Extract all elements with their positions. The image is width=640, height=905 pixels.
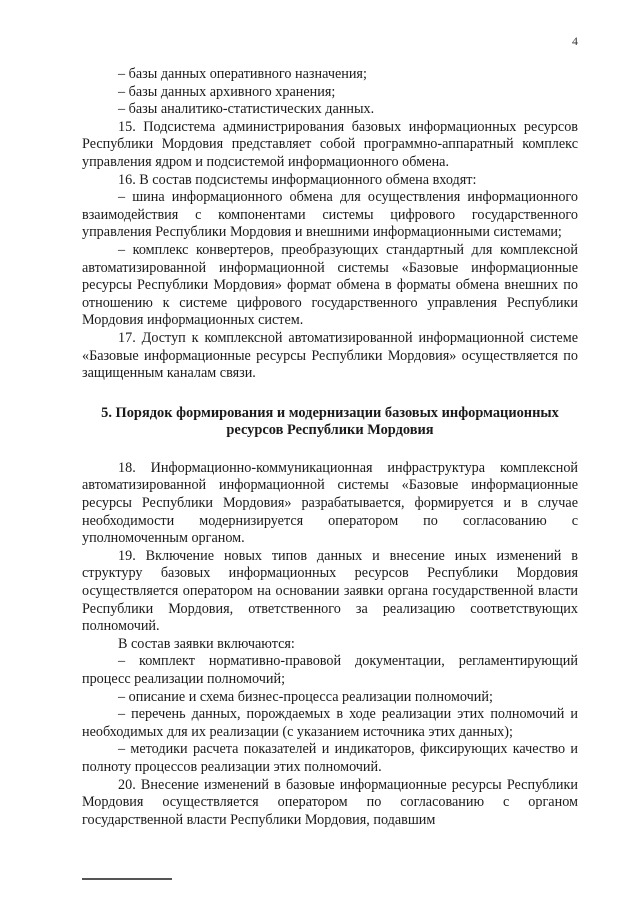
list-item-business-process: – описание и схема бизнес-процесса реализации полномочий; [118, 688, 493, 705]
document-body [82, 66, 578, 829]
page-number: 4 [572, 34, 578, 48]
paragraph-20: 20. Внесение изменений в базовые информационные ресурсы Республики Мордовия осуществляется оператором по согласованию с органом государственной власти Республики Мордовия, подавшим [82, 776, 578, 828]
paragraph-15: 15. Подсистема администрирования базовых информационных ресурсов Республики Мордовия представляет собой программно-аппаратный комплекс управления ядром и подсистемой информационного обмена. [82, 118, 578, 170]
list-item-operational-db: – базы данных оперативного назначения; [118, 66, 367, 82]
list-item-legal-docs: – комплект нормативно-правовой документации, регламентирующий процесс реализации полномочий; [82, 653, 578, 687]
list-item-bus: – шина информационного обмена для осуществления информационного взаимодействия с компонентами системы цифрового государственного управления Республики Мордовия и внешними информационными системами; [82, 189, 578, 241]
paragraph-16: 16. В состав подсистемы информационного обмена входят: [118, 171, 477, 188]
list-item-data-list: – перечень данных, порождаемых в ходе реализации этих полномочий и необходимых для их реализации (с указанием источника этих данных); [82, 706, 578, 740]
list-item-methods: – методики расчета показателей и индикаторов, фиксирующих качество и полноту процессов реализации этих полномочий. [82, 741, 578, 775]
request-contents-intro: В состав заявки включаются: [118, 635, 295, 652]
section-title: 5. Порядок формирования и модернизации базовых информационных ресурсов Республики Мордовия [101, 404, 559, 439]
paragraph-19: 19. Включение новых типов данных и внесение иных изменений в структуру базовых информационных ресурсов Республики Мордовия осуществляется оператором на основании заявки органа государственной власти Республики Мордовия, ответственного за реализацию соответствующих полномочий. [82, 547, 578, 635]
paragraph-18: 18. Информационно-коммуникационная инфраструктура комплексной автоматизированной информационной системы «Базовые информационные ресурсы Республики Мордовия» разрабатывается, формируется и в случае необходимости модернизируется оператором по согласованию с уполномоченным органом. [82, 459, 578, 547]
list-item-archive-db: – базы данных архивного хранения; [118, 83, 336, 100]
list-item-converters: – комплекс конвертеров, преобразующих стандартный для комплексной автоматизированной информационной системы «Базовые информационные ресурсы Республики Мордовия» формат обмена в форматы обмена внешних по отношению к системе цифрового государственного управления Республики Мордовия информационных систем. [82, 241, 578, 329]
footer-divider [82, 878, 172, 880]
list-item-analytics-db: – базы аналитико-статистических данных. [118, 101, 375, 118]
paragraph-17: 17. Доступ к комплексной автоматизированной информационной системе «Базовые информационные ресурсы Республики Мордовия» осуществляется по защищенным каналам связи. [82, 329, 578, 382]
